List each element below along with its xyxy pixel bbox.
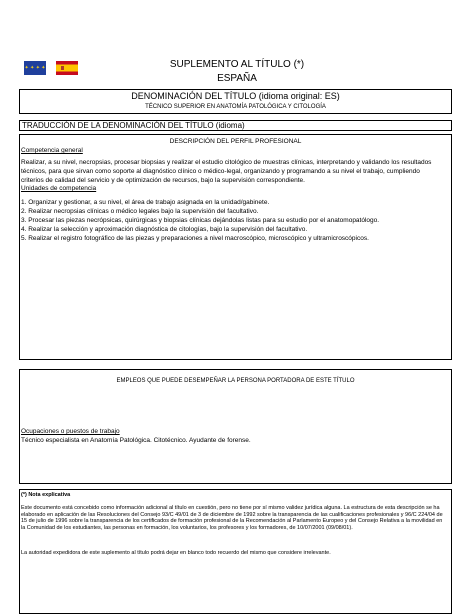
empleos-box [19,369,452,484]
unidades-heading: Unidades de competencia [21,185,97,192]
denominacion-title: DENOMINACIÓN DEL TÍTULO (idioma original: ES) [131,91,340,101]
nota-paragraph: La autoridad expedidora de este suplemento al título podrá dejar en blanco todo recuerdo del mismo que considere irrelevante. [21,550,331,556]
unidad-item: 4. Realizar la selección y aproximación diagnóstica de citologías, bajo la supervisión del facultativo. [21,226,308,233]
eu-flag-icon: ✦ ✦ ✦ ✦ [24,61,46,75]
competencia-heading: Competencia general [21,147,83,154]
unidad-item: 2. Realizar necropsias clínicas o médico legales bajo la supervisión del facultativo. [21,208,259,215]
ocupaciones-text: Técnico especialista en Anatomía Patológica. Citotécnico. Ayudante de forense. [21,437,251,444]
traduccion-box [19,120,452,131]
denominacion-value: TÉCNICO SUPERIOR EN ANATOMÍA PATOLÓGICA Y CITOLOGÍA [145,104,326,110]
perfil-title: DESCRIPCIÓN DEL PERFIL PROFESIONAL [169,138,302,145]
empleos-title: EMPLEOS QUE PUEDE DESEMPEÑAR LA PERSONA PORTADORA DE ESTE TÍTULO [116,378,355,384]
denominacion-box [19,89,452,114]
unidad-item: 5. Realizar el registro fotográfico de las piezas y preparaciones a nivel macroscópico, microscópico y ultramicroscópicos. [21,235,369,242]
nota-box [19,489,452,614]
unidad-item: 1. Organizar y gestionar, a su nivel, el área de trabajo asignada en la unidad/gabinete. [21,199,270,206]
competencia-text: Realizar, a su nivel, necropsias, procesar biopsias y realizar el estudio citológico de muestras clínicas, interpretando y validando los resultados técnicos, para que sirvan como soporte al diagnóstico clínico o médico-legal, organizando y programando a su nivel el trabajo, cumpliendo criterios de calidad del servicio y de optimización de recursos, bajo la supervisión correspondiente. [21,159,432,184]
unidades-list [21,198,449,243]
ocupaciones-heading: Ocupaciones o puestos de trabajo [21,428,120,435]
unidad-item: 3. Procesar las piezas necrópsicas, quirúrgicas y biopsias clínicas dejándolas listas para su estudio por el anatomopatólogo. [21,217,380,224]
nota-paragraph: Este documento está concebido como información adicional al título en cuestión, pero no tiene por sí mismo validez jurídica alguna. La estructura de esta descripción se ha elaborado en aplicación de las Resoluciones del Consejo 93/C 49/01 de 3 de diciembre de 1992 sobre la transparencia de las cualificaciones profesionales y 96/C 224/04 de 15 de julio de 1996 sobre la transparencia de los certificados de formación profesional de la Recomendación al Parlamento Europeo y del Consejo Relativa a la movilidad en la Comunidad de los estudiantes, las personas en formación, los voluntarios, los profesores y los formadores, de 10/07/2001 (09/08/01). [21,505,443,531]
country-label: ESPAÑA [217,73,257,84]
perfil-box [19,134,452,360]
traduccion-title: TRADUCCIÓN DE LA DENOMINACIÓN DEL TÍTULO (idioma) [22,121,245,130]
page-title: SUPLEMENTO AL TÍTULO (*) [169,59,305,70]
nota-heading: (*) Nota explicativa [21,492,71,498]
